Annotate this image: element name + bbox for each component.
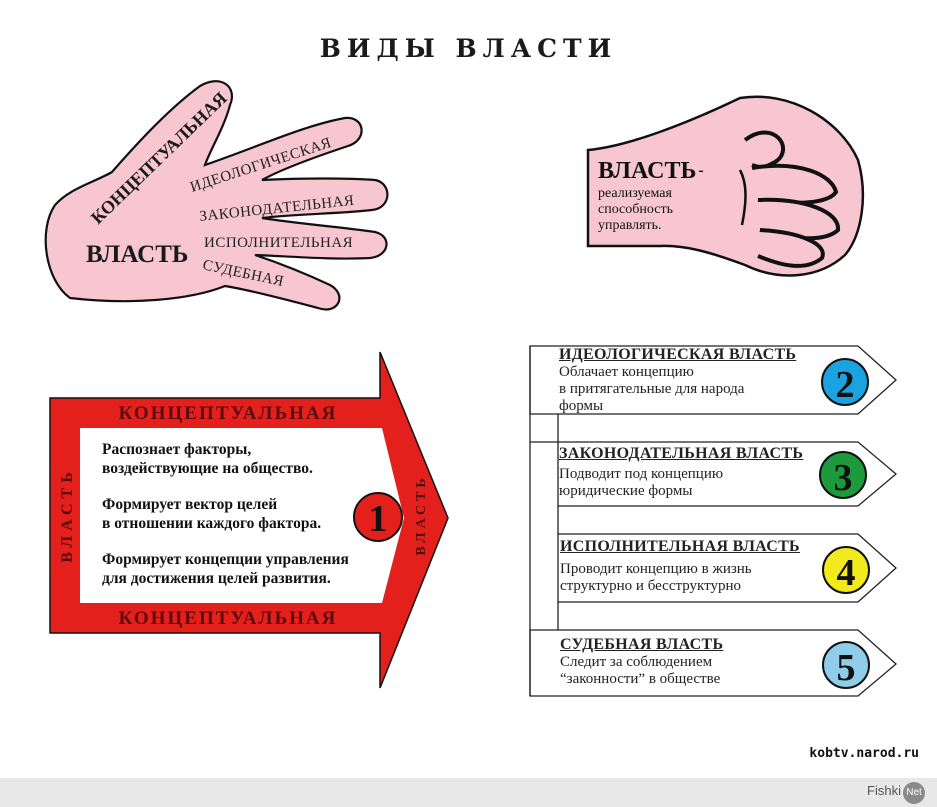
source-url: kobtv.narod.ru bbox=[809, 746, 919, 761]
card-ideological bbox=[559, 346, 796, 415]
card-title: ЗАКОНОДАТЕЛЬНАЯ ВЛАСТЬ bbox=[559, 445, 804, 462]
fist-line: управлять. bbox=[598, 218, 662, 233]
arrow-number: 1 bbox=[368, 498, 388, 540]
arrow-left-label: ВЛАСТЬ bbox=[59, 467, 76, 563]
card-number: 2 bbox=[835, 364, 855, 406]
watermark-badge: Net bbox=[903, 782, 925, 804]
fist-line: реализуемая bbox=[598, 186, 672, 201]
fist-heading: ВЛАСТЬ bbox=[598, 158, 697, 184]
card-line: в притягательные для народа bbox=[559, 381, 745, 397]
fist-line: способность bbox=[598, 202, 673, 217]
card-line: юридические формы bbox=[559, 483, 693, 499]
arrow-line: для достижения целей развития. bbox=[102, 570, 331, 587]
hand-finger-label: ИСПОЛНИТЕЛЬНАЯ bbox=[204, 235, 354, 251]
card-line: структурно и бесструктурно bbox=[560, 578, 741, 594]
arrow-paragraph bbox=[102, 550, 374, 588]
hand-finger-label: ЗАКОНОДАТЕЛЬНАЯ bbox=[198, 192, 356, 225]
card-judicial bbox=[560, 636, 723, 688]
page-title: ВИДЫ ВЛАСТИ bbox=[319, 34, 618, 63]
hand-finger-label: ИДЕОЛОГИЧЕСКАЯ bbox=[188, 134, 334, 196]
hand-palm-label: ВЛАСТЬ bbox=[86, 241, 189, 268]
arrow-description bbox=[102, 440, 374, 605]
watermark-brand: Fishki bbox=[867, 783, 901, 798]
arrow-top-label: КОНЦЕПТУАЛЬНАЯ bbox=[118, 403, 338, 424]
arrow-paragraph bbox=[102, 495, 374, 533]
hand-finger-label: СУДЕБНАЯ bbox=[201, 257, 286, 291]
arrow-line: Формирует вектор целей bbox=[102, 496, 278, 513]
fist-caption bbox=[598, 158, 704, 234]
card-line: Облачает концепцию bbox=[559, 364, 694, 380]
card-number: 4 bbox=[836, 552, 856, 594]
card-line: Проводит концепцию в жизнь bbox=[560, 561, 752, 577]
fist-dash: - bbox=[698, 162, 704, 179]
card-executive bbox=[560, 538, 800, 595]
card-legislative bbox=[559, 445, 803, 500]
card-title: ИДЕОЛОГИЧЕСКАЯ ВЛАСТЬ bbox=[559, 346, 797, 363]
arrow-line: Формирует концепции управления bbox=[102, 551, 349, 568]
card-line: “законности” в обществе bbox=[560, 671, 721, 687]
arrow-line: воздействующие на общество. bbox=[102, 460, 313, 477]
arrow-bottom-label: КОНЦЕПТУАЛЬНАЯ bbox=[118, 608, 338, 629]
card-line: Следит за соблюдением bbox=[560, 654, 713, 670]
arrow-right-label: ВЛАСТЬ bbox=[414, 474, 429, 556]
card-title: СУДЕБНАЯ ВЛАСТЬ bbox=[560, 636, 724, 653]
hand-thumb-label: КОНЦЕПТУАЛЬНАЯ bbox=[86, 87, 231, 228]
card-title: ИСПОЛНИТЕЛЬНАЯ ВЛАСТЬ bbox=[560, 538, 800, 555]
bottom-bar bbox=[0, 778, 937, 807]
card-line: формы bbox=[559, 398, 604, 414]
watermark bbox=[867, 782, 925, 804]
arrow-line: Распознает факторы, bbox=[102, 441, 252, 458]
arrow-line: в отношении каждого фактора. bbox=[102, 515, 322, 532]
card-number: 3 bbox=[833, 457, 853, 499]
card-number: 5 bbox=[836, 647, 856, 689]
arrow-paragraph bbox=[102, 440, 374, 478]
card-line: Подводит под концепцию bbox=[559, 466, 724, 482]
